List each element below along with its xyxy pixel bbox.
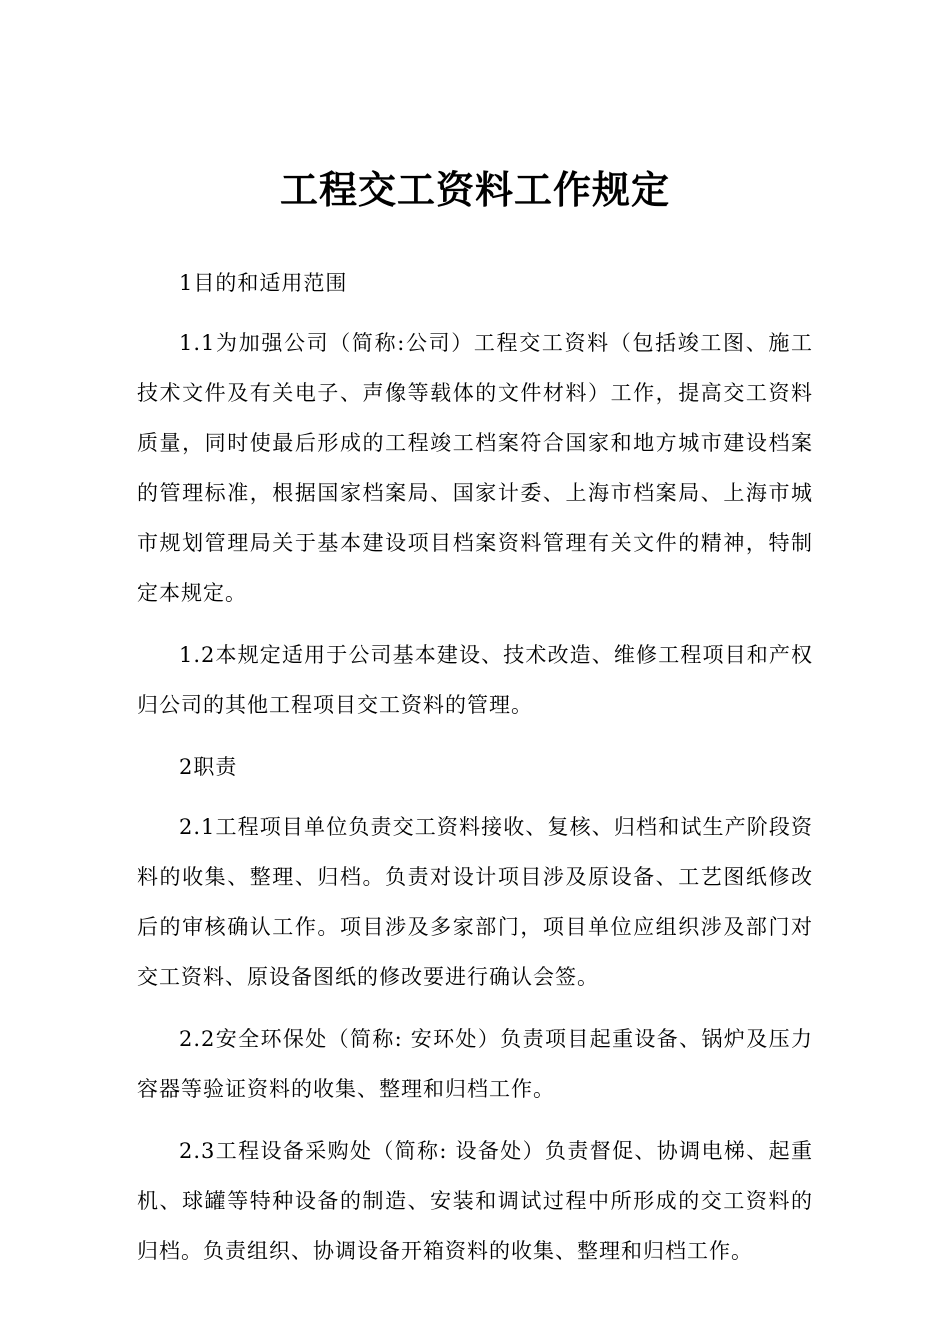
section-heading: 2职责 xyxy=(179,755,238,779)
paragraph: 2.2安全环保处（简称: 安环处）负责项目起重设备、锅炉及压力容器等验证资料的收集、整理和归档工作。 xyxy=(137,1027,813,1101)
document-body xyxy=(137,258,813,1288)
paragraph: 2.3工程设备采购处（简称: 设备处）负责督促、协调电梯、起重机、球罐等特种设备的制造、安装和调试过程中所形成的交工资料的归档。负责组织、协调设备开箱资料的收集、整理和归档工作。 xyxy=(137,1139,813,1263)
paragraph: 1.1为加强公司（简称:公司）工程交工资料（包括竣工图、施工技术文件及有关电子、声像等载体的文件材料）工作，提高交工资料质量，同时使最后形成的工程竣工档案符合国家和地方城市建设档案的管理标准，根据国家档案局、国家计委、上海市档案局、上海市城市规划管理局关于基本建设项目档案资料管理有关文件的精神，特制定本规定。 xyxy=(137,331,813,605)
paragraph: 1.2本规定适用于公司基本建设、技术改造、维修工程项目和产权归公司的其他工程项目交工资料的管理。 xyxy=(137,643,813,717)
section-heading: 1目的和适用范围 xyxy=(179,271,348,295)
paragraph: 2.1工程项目单位负责交工资料接收、复核、归档和试生产阶段资料的收集、整理、归档。负责对设计项目涉及原设备、工艺图纸修改后的审核确认工作。项目涉及多家部门，项目单位应组织涉及部门对交工资料、原设备图纸的修改要进行确认会签。 xyxy=(137,815,813,989)
document-title: 工程交工资料工作规定 xyxy=(279,168,670,212)
